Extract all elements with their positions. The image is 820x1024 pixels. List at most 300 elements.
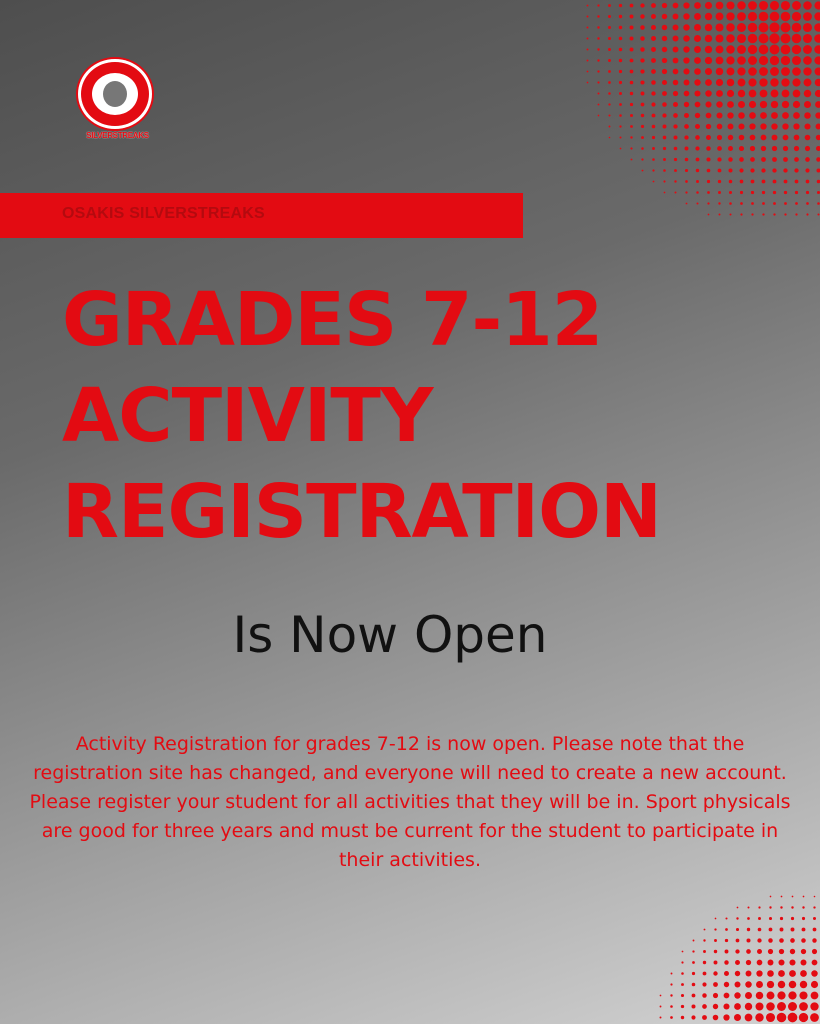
halftone-dot (706, 124, 711, 129)
halftone-dot (707, 191, 710, 194)
halftone-dot (670, 994, 672, 996)
announcement-body (20, 730, 800, 875)
halftone-dot (751, 202, 754, 205)
announcement-paragraph-2: Please register your student for all activities that they will be in. Sport physicals are good for three years and must be current for the student to participate in their activities. (29, 791, 791, 871)
halftone-dot (749, 101, 756, 108)
halftone-dot (696, 191, 699, 194)
halftone-dot (691, 1015, 695, 1019)
halftone-dot (662, 36, 667, 41)
halftone-dot (587, 49, 589, 51)
halftone-dot (770, 12, 780, 22)
halftone-dot (781, 1, 790, 10)
halftone-dot (683, 2, 689, 8)
halftone-dot (693, 940, 695, 942)
halftone-dot (660, 995, 662, 997)
halftone-dot (705, 2, 712, 9)
halftone-dot (662, 58, 667, 63)
halftone-dot (755, 1002, 763, 1010)
halftone-dot (814, 896, 816, 898)
halftone-dot (762, 213, 764, 215)
halftone-dot (806, 213, 808, 215)
halftone-dot (713, 993, 718, 998)
halftone-dot (630, 37, 634, 41)
halftone-dot (789, 981, 797, 989)
halftone-dot (694, 13, 701, 20)
halftone-dot (684, 102, 689, 107)
halftone-dot (703, 961, 706, 964)
halftone-dot (735, 949, 739, 953)
halftone-dot (640, 14, 644, 18)
halftone-dot (587, 27, 589, 29)
halftone-dot (674, 136, 678, 140)
halftone-dot (692, 950, 694, 952)
halftone-dot (598, 104, 600, 106)
halftone-dot (727, 112, 733, 118)
halftone-dot (751, 191, 754, 194)
halftone-dot (719, 214, 721, 216)
halftone-dot (587, 5, 589, 7)
halftone-dot (781, 23, 791, 33)
halftone-dot (759, 67, 768, 76)
headline-line-2: ACTIVITY (62, 373, 433, 459)
halftone-dot (760, 123, 766, 129)
halftone-dot (772, 135, 778, 141)
halftone-dot (804, 79, 812, 87)
halftone-dot (641, 114, 644, 117)
halftone-dot (726, 1, 734, 9)
halftone-dot (640, 69, 644, 73)
halftone-dot (681, 994, 684, 997)
halftone-dot (758, 917, 761, 920)
halftone-dot (789, 959, 795, 965)
halftone-dot (803, 896, 805, 898)
halftone-dot (748, 67, 757, 76)
halftone-dot (784, 191, 787, 194)
halftone-dot (694, 24, 701, 31)
halftone-dot (791, 906, 793, 908)
halftone-dot (662, 113, 666, 117)
halftone-dot (769, 906, 771, 908)
halftone-dot (663, 125, 667, 129)
halftone-dot (587, 71, 589, 73)
halftone-dot (619, 103, 622, 106)
halftone-dot (780, 917, 783, 920)
halftone-dot (804, 101, 811, 108)
school-logo (70, 62, 165, 147)
halftone-dot (760, 101, 767, 108)
halftone-dot (781, 56, 790, 65)
halftone-dot (619, 4, 622, 7)
halftone-dot (771, 112, 778, 119)
halftone-dot (778, 981, 786, 989)
halftone-dot (716, 24, 724, 32)
halftone-dot (762, 180, 766, 184)
halftone-dot (651, 91, 655, 95)
halftone-dot (640, 36, 644, 40)
halftone-dot (705, 101, 711, 107)
halftone-dot (682, 951, 684, 953)
halftone-dot (813, 906, 815, 908)
halftone-dot (640, 80, 644, 84)
halftone-dot (652, 136, 655, 139)
halftone-dot (716, 2, 724, 10)
halftone-dot (772, 168, 776, 172)
halftone-dot (747, 917, 750, 920)
halftone-dot (702, 1004, 707, 1009)
halftone-dot (673, 36, 679, 42)
halftone-dot (761, 135, 767, 141)
halftone-dot (619, 125, 621, 127)
halftone-dot (630, 81, 634, 85)
halftone-dot (815, 112, 820, 118)
halftone-dot (651, 80, 656, 85)
halftone-dot (803, 1, 812, 10)
halftone-dot (729, 213, 731, 215)
halftone-dot (651, 25, 656, 30)
halftone-dot (759, 12, 769, 22)
halftone-dot (767, 992, 775, 1000)
halftone-dot (812, 949, 817, 954)
halftone-dots-top-right (560, 0, 820, 220)
halftone-dot (761, 168, 765, 172)
halftone-dot (725, 917, 727, 919)
halftone-dot (651, 47, 656, 52)
halftone-dot (705, 57, 712, 64)
halftone-dot (587, 82, 589, 84)
halftone-dot (802, 906, 804, 908)
halftone-dot (769, 928, 773, 932)
halftone-dot (681, 1005, 684, 1008)
halftone-dot (740, 213, 742, 215)
halftone-dot (673, 58, 679, 64)
halftone-dot (662, 80, 667, 85)
halftone-dot (718, 191, 721, 194)
halftone-dot (736, 928, 739, 931)
halftone-dot (729, 180, 733, 184)
halftone-dot (716, 35, 724, 43)
halftone-dot (811, 992, 819, 1000)
halftone-dot (685, 158, 689, 162)
halftone-dot (770, 78, 778, 86)
halftone-dot (783, 157, 788, 162)
halftone-dot (793, 123, 799, 129)
halftone-dot (748, 23, 757, 32)
halftone-dot (806, 202, 809, 205)
halftone-dot (652, 147, 655, 150)
halftone-dot (793, 90, 801, 98)
halftone-dot (705, 13, 712, 20)
halftone-dot (642, 170, 644, 172)
halftone-dot (705, 79, 712, 86)
halftone-dot (794, 146, 799, 151)
halftone-dot (620, 148, 622, 150)
halftone-dot (681, 1016, 684, 1019)
halftone-dot (805, 146, 810, 151)
halftone-dot (630, 125, 633, 128)
halftone-dot (767, 981, 774, 988)
halftone-dot (707, 169, 711, 173)
halftone-dot (815, 90, 820, 97)
subheadline: Is Now Open (232, 606, 548, 664)
halftone-dot (660, 1006, 662, 1008)
halftone-dots-bottom-right (600, 880, 820, 1024)
halftone-dot (673, 69, 679, 75)
halftone-dot (706, 146, 711, 151)
halftone-dot (609, 126, 611, 128)
halftone-dot (662, 3, 667, 8)
halftone-dot (651, 36, 656, 41)
halftone-dot (746, 971, 752, 977)
halftone-dot (734, 992, 740, 998)
halftone-dot (631, 159, 633, 161)
halftone-dot (745, 1003, 752, 1010)
halftone-dot (759, 78, 767, 86)
halftone-dot (759, 23, 769, 33)
halftone-dot (716, 112, 722, 118)
halftone-dot (815, 101, 820, 108)
halftone-dot (714, 950, 717, 953)
halftone-dot (745, 981, 752, 988)
halftone-dot (760, 112, 767, 119)
halftone-dot (737, 1, 746, 10)
halftone-dot (673, 14, 679, 20)
halftone-dot (758, 906, 760, 908)
halftone-dot (748, 1, 757, 10)
halftone-dot (793, 112, 800, 119)
halftone-dot (791, 917, 794, 920)
halftone-dot (714, 961, 718, 965)
halftone-dot (630, 4, 634, 8)
halftone-dot (738, 123, 744, 129)
halftone-dot (694, 2, 701, 9)
halftone-dot (706, 157, 710, 161)
halftone-dot (641, 147, 644, 150)
halftone-dot (738, 90, 745, 97)
halftone-dot (609, 137, 611, 139)
halftone-dot (814, 34, 820, 43)
halftone-dot (759, 34, 769, 44)
halftone-dot (718, 202, 720, 204)
halftone-dot (608, 70, 611, 73)
halftone-dot (696, 169, 699, 172)
halftone-dot (815, 79, 820, 87)
halftone-dot (728, 135, 733, 140)
halftone-dot (716, 46, 724, 54)
halftone-dot (770, 896, 772, 898)
halftone-dot (766, 1013, 775, 1022)
headline (62, 272, 661, 560)
halftone-dot (692, 983, 696, 987)
halftone-dot (673, 25, 679, 31)
halftone-dot (597, 59, 599, 61)
halftone-dot (810, 1002, 818, 1010)
halftone-dot (713, 1004, 718, 1009)
halftone-dot (735, 982, 741, 988)
halftone-dot (792, 896, 794, 898)
halftone-dot (685, 147, 689, 151)
halftone-dot (781, 78, 789, 86)
halftone-dot (708, 214, 710, 216)
halftone-dot (726, 23, 734, 31)
halftone-dot (800, 981, 807, 988)
halftone-dot (783, 146, 788, 151)
halftone-dot (705, 68, 712, 75)
halftone-dot (756, 981, 763, 988)
halftone-dot (803, 67, 811, 75)
halftone-dot (630, 48, 634, 52)
halftone-dot (703, 939, 705, 941)
halftone-dot (684, 91, 690, 97)
halftone-dot (694, 79, 700, 85)
halftone-dot (652, 158, 655, 161)
halftone-dot (799, 1013, 808, 1022)
halftone-dot (684, 113, 689, 118)
halftone-dot (767, 970, 774, 977)
halftone-dot (651, 69, 656, 74)
halftone-dot (792, 78, 800, 86)
halftone-dot (781, 67, 790, 76)
halftone-dot (641, 92, 645, 96)
halftone-dot (781, 896, 783, 898)
halftone-dot (756, 970, 762, 976)
halftone-dot (702, 993, 706, 997)
halftone-dot (608, 59, 611, 62)
halftone-dot (630, 92, 633, 95)
halftone-dot (749, 112, 756, 119)
halftone-dot (805, 135, 811, 141)
school-name-banner (0, 193, 523, 238)
halftone-dot (811, 970, 818, 977)
halftone-dot (674, 169, 677, 172)
halftone-dot (619, 37, 622, 40)
halftone-dot (780, 928, 784, 932)
halftone-dot (750, 157, 755, 162)
halftone-dot (792, 56, 801, 65)
halftone-dot (717, 146, 722, 151)
halftone-dot (718, 180, 721, 183)
halftone-dot (608, 4, 611, 7)
halftone-dot (748, 34, 758, 44)
halftone-dot (619, 59, 622, 62)
halftone-dot (757, 960, 763, 966)
halftone-dot (772, 157, 777, 162)
halftone-dot (766, 1002, 775, 1011)
halftone-dot (660, 1017, 662, 1019)
halftone-dot (608, 15, 611, 18)
halftone-dot (608, 37, 611, 40)
halftone-dot (724, 982, 729, 987)
halftone-dot (597, 70, 599, 72)
halftone-dot (813, 928, 817, 932)
halftone-dot (630, 136, 632, 138)
halftone-dot (805, 157, 810, 162)
halftone-dot (739, 168, 743, 172)
halftone-dot (768, 938, 773, 943)
halftone-dot (805, 168, 809, 172)
halftone-dot (713, 982, 718, 987)
halftone-dot (707, 180, 710, 183)
halftone-dot (716, 90, 723, 97)
halftone-dot (780, 33, 790, 43)
halftone-dot (762, 202, 765, 205)
halftone-dot (746, 949, 751, 954)
halftone-dot (738, 101, 745, 108)
halftone-dot (759, 56, 768, 65)
halftone-dot (723, 1014, 729, 1020)
halftone-dot (685, 180, 688, 183)
halftone-dot (817, 202, 820, 205)
halftone-dot (662, 47, 667, 52)
halftone-dot (587, 16, 589, 18)
halftone-dot (726, 45, 734, 53)
halftone-dot (694, 46, 701, 53)
halftone-dot (814, 23, 820, 32)
halftone-dot (770, 1, 779, 10)
halftone-dot (694, 90, 700, 96)
halftone-dot (761, 157, 766, 162)
halftone-dot (674, 180, 676, 182)
halftone-dot (746, 960, 751, 965)
headline-line-3: REGISTRATION (62, 469, 661, 555)
halftone-dot (779, 938, 784, 943)
halftone-dot (663, 147, 666, 150)
halftone-dot (724, 971, 729, 976)
halftone-dot (641, 125, 644, 128)
halftone-dot (692, 1005, 696, 1009)
halftone-dot (782, 123, 788, 129)
halftone-dot (794, 168, 798, 172)
halftone-dot (806, 180, 810, 184)
halftone-dot (696, 158, 700, 162)
halftone-dot (810, 1013, 819, 1022)
halftone-dot (802, 917, 805, 920)
halftone-dot (738, 112, 745, 119)
halftone-dot (737, 34, 746, 43)
halftone-dot (817, 213, 819, 215)
halftone-dot (811, 981, 818, 988)
halftone-dot (653, 181, 655, 183)
halftone-dot (782, 101, 789, 108)
halftone-dot (597, 48, 599, 50)
halftone-dot (812, 960, 818, 966)
halftone-dot (662, 91, 667, 96)
halftone-dot (739, 135, 745, 141)
halftone-dot (662, 69, 667, 74)
halftone-dot (681, 961, 683, 963)
halftone-dot (670, 1016, 673, 1019)
halftone-dot (608, 114, 610, 116)
halftone-dot (725, 950, 729, 954)
halftone-dot (716, 57, 724, 65)
halftone-dot (640, 25, 644, 29)
halftone-dot (771, 101, 778, 108)
halftone-dot (778, 959, 784, 965)
halftone-dot (670, 983, 672, 985)
halftone-dot (619, 92, 622, 95)
halftone-dot (705, 46, 712, 53)
halftone-dot (750, 168, 754, 172)
halftone-dot (696, 180, 699, 183)
halftone-dot (694, 57, 701, 64)
halftone-dot (640, 47, 644, 51)
halftone-dot (771, 90, 779, 98)
halftone-dot (737, 12, 746, 21)
halftone-dot (757, 949, 762, 954)
halftone-dot (683, 68, 689, 74)
halftone-dot (795, 191, 798, 194)
halftone-dot (793, 101, 800, 108)
halftone-dot (598, 115, 600, 117)
